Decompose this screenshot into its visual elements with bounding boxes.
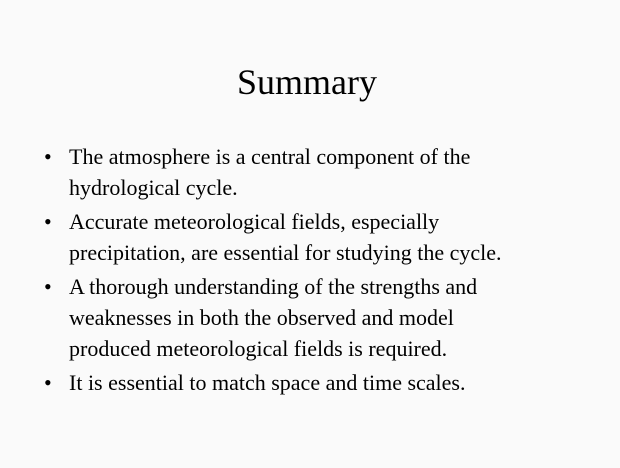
bullet-dot-icon: • (44, 370, 52, 395)
bullet-dot-icon: • (44, 274, 52, 299)
bullet-text-line: It is essential to match space and time scales. (69, 370, 466, 395)
bullet-dot-icon: • (44, 144, 52, 169)
bullet-item (44, 141, 584, 203)
bullet-list (44, 141, 584, 401)
bullet-text-line: precipitation, are essential for studying the cycle. (69, 240, 502, 265)
bullet-text-line: weaknesses in both the observed and model (69, 305, 454, 330)
bullet-item (44, 367, 584, 398)
bullet-text-line: The atmosphere is a central component of the (69, 144, 471, 169)
bullet-text-line: A thorough understanding of the strengths and (69, 274, 478, 299)
slide-title: Summary (237, 62, 377, 102)
bullet-text-line: Accurate meteorological fields, especially (69, 209, 440, 234)
bullet-text-line: hydrological cycle. (69, 175, 238, 200)
bullet-dot-icon: • (44, 209, 52, 234)
bullet-text-line: produced meteorological fields is required. (69, 336, 448, 361)
bullet-item (44, 271, 584, 364)
bullet-item (44, 206, 584, 268)
